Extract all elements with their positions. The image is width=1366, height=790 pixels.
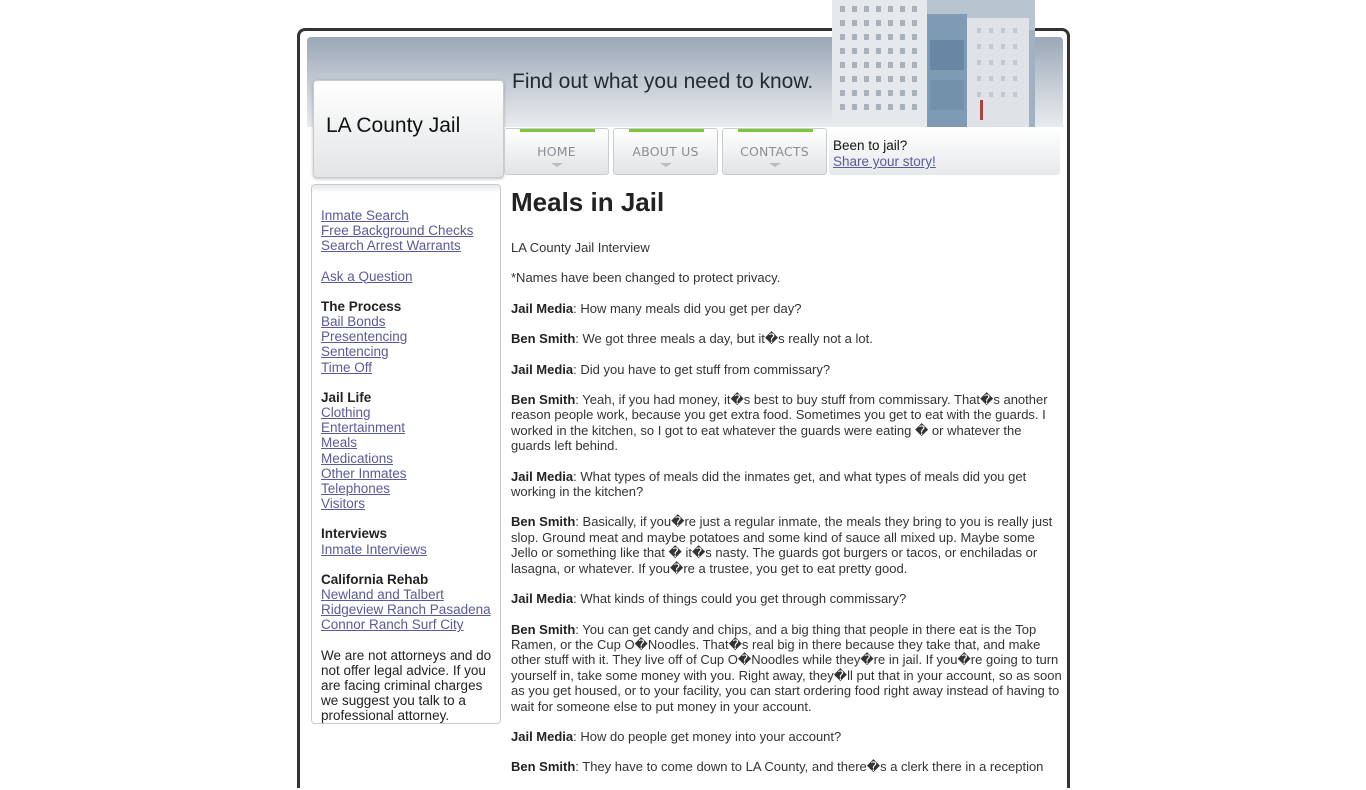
sidebar-link-ask-question[interactable]: Ask a Question bbox=[321, 268, 413, 284]
share-story-box bbox=[829, 128, 1060, 175]
qa-speaker: Ben Smith bbox=[511, 621, 576, 637]
chevron-down-icon bbox=[660, 163, 672, 167]
sidebar bbox=[311, 184, 501, 724]
qa-text: : Basically, if you�re just a regular inmate, the meals they bring to you is really just slop. Ground meat and maybe potatoes and some kind of sauce all mixed up. Maybe some Jello or something like that � it�s nasty. The guards got burgers or tacos, or enchiladas or lasagna, or whatever. If you�re a trustee, you get to eat pretty good. bbox=[511, 514, 1053, 576]
qa-speaker: Jail Media bbox=[511, 468, 574, 484]
building-image bbox=[832, 0, 1035, 127]
qa-paragraph bbox=[511, 514, 1063, 576]
share-story-link[interactable]: Share your story! bbox=[833, 154, 936, 169]
nav-about-label: ABOUT US bbox=[632, 144, 699, 159]
qa-text: : How do people get money into your account? bbox=[573, 728, 842, 744]
sidebar-link-bail-bonds[interactable]: Bail Bonds bbox=[321, 314, 386, 330]
qa-paragraph bbox=[511, 469, 1063, 500]
qa-paragraph bbox=[511, 622, 1063, 714]
sidebar-link-other-inmates[interactable]: Other Inmates bbox=[321, 465, 407, 481]
chevron-down-icon bbox=[769, 163, 781, 167]
sidebar-link-ridgeview-ranch[interactable]: Ridgeview Ranch Pasadena bbox=[321, 602, 491, 618]
story-prompt: Been to jail? bbox=[833, 138, 908, 153]
qa-text: : You can get candy and chips, and a big thing that people in there eat is the Top Ramen, or the Cup O�Noodles. That�s real big in there because they take that, and make other stuff with it. They live off of Cup O�Noodles while they�re in jail. If you�re going to turn yourself in, take some money with you. Right away, they�ll put that in your account, so as soon as you get housed, or to your facility, you can start ordering food right away instead of having to wait for someone else to put money in your account. bbox=[511, 621, 1062, 714]
sidebar-link-inmate-search[interactable]: Inmate Search bbox=[321, 208, 409, 223]
qa-text: : What types of meals did the inmates get, and what types of meals did you get working in the kitchen? bbox=[511, 468, 1027, 500]
sidebar-heading-interviews: Interviews bbox=[321, 526, 388, 542]
nav-active-bar bbox=[738, 129, 813, 132]
header-tagline: Find out what you need to know. bbox=[512, 70, 814, 93]
nav-active-bar bbox=[629, 129, 704, 132]
sidebar-link-connor-ranch[interactable]: Connor Ranch Surf City bbox=[321, 617, 464, 633]
qa-paragraph bbox=[511, 362, 1063, 377]
qa-paragraph bbox=[511, 301, 1063, 316]
qa-text: : How many meals did you get per day? bbox=[573, 300, 802, 316]
nav-about-button[interactable] bbox=[613, 128, 718, 175]
nav-home-label: HOME bbox=[537, 144, 576, 159]
qa-text: : Yeah, if you had money, it�s best to buy stuff from commissary. That�s another reason people work, because you get extra food. Sometimes you get to eat with the guards. I worked in the kitchen, so I got to eat whatever the guards were eating � or whatever the guards left behind. bbox=[511, 392, 1048, 454]
sidebar-link-medications[interactable]: Medications bbox=[321, 450, 394, 466]
qa-paragraph bbox=[511, 591, 1063, 606]
qa-speaker: Ben Smith bbox=[511, 331, 576, 347]
page-title: Meals in Jail bbox=[511, 187, 665, 217]
qa-speaker: Ben Smith bbox=[511, 514, 576, 530]
qa-speaker: Jail Media bbox=[511, 591, 574, 607]
sidebar-top-bar bbox=[312, 185, 500, 193]
sidebar-link-clothing[interactable]: Clothing bbox=[321, 405, 371, 421]
sidebar-disclaimer: We are not attorneys and do not offer legal advice. If you are facing criminal charges we suggest you talk to a professional attorney. bbox=[321, 647, 492, 724]
nav-contacts-button[interactable] bbox=[722, 128, 827, 175]
nav-home-button[interactable] bbox=[504, 128, 609, 175]
sidebar-link-arrest-warrants[interactable]: Search Arrest Warrants bbox=[321, 238, 461, 254]
sidebar-link-meals[interactable]: Meals bbox=[321, 435, 358, 451]
qa-paragraph bbox=[511, 729, 1063, 744]
main-content bbox=[511, 186, 1063, 790]
sidebar-heading-process: The Process bbox=[321, 298, 402, 314]
qa-text: : We got three meals a day, but it�s really not a lot. bbox=[575, 331, 873, 347]
article-intro: LA County Jail Interview bbox=[511, 240, 650, 255]
qa-text: : They have to come down to LA County, and there�s a clerk there in a reception bbox=[575, 759, 1044, 775]
sidebar-link-time-off[interactable]: Time Off bbox=[321, 359, 373, 375]
qa-speaker: Ben Smith bbox=[511, 759, 576, 775]
nav-active-bar bbox=[520, 129, 595, 132]
qa-speaker: Jail Media bbox=[511, 728, 574, 744]
qa-paragraph bbox=[511, 759, 1063, 774]
sidebar-link-visitors[interactable]: Visitors bbox=[321, 496, 366, 512]
qa-speaker: Ben Smith bbox=[511, 392, 576, 408]
site-title: LA County Jail bbox=[326, 114, 461, 137]
sidebar-heading-rehab: California Rehab bbox=[321, 571, 429, 587]
chevron-down-icon bbox=[551, 163, 563, 167]
qa-text: : Did you have to get stuff from commissary? bbox=[573, 361, 831, 377]
article-privacy-note: *Names have been changed to protect privacy. bbox=[511, 270, 781, 286]
sidebar-link-background-checks[interactable]: Free Background Checks bbox=[321, 223, 474, 239]
sidebar-link-telephones[interactable]: Telephones bbox=[321, 481, 391, 497]
qa-speaker: Jail Media bbox=[511, 300, 574, 316]
qa-speaker: Jail Media bbox=[511, 361, 574, 377]
qa-paragraph bbox=[511, 331, 1063, 346]
sidebar-link-sentencing[interactable]: Sentencing bbox=[321, 344, 389, 360]
nav-contacts-label: CONTACTS bbox=[740, 144, 809, 159]
sidebar-link-entertainment[interactable]: Entertainment bbox=[321, 420, 406, 436]
qa-paragraph bbox=[511, 392, 1063, 454]
sidebar-link-inmate-interviews[interactable]: Inmate Interviews bbox=[321, 541, 427, 557]
qa-text: : What kinds of things could you get through commissary? bbox=[573, 591, 907, 607]
site-logo-box bbox=[313, 80, 504, 178]
sidebar-heading-jail-life: Jail Life bbox=[321, 389, 372, 405]
sidebar-link-presentencing[interactable]: Presentencing bbox=[321, 329, 408, 345]
sidebar-link-newland-talbert[interactable]: Newland and Talbert bbox=[321, 587, 444, 603]
